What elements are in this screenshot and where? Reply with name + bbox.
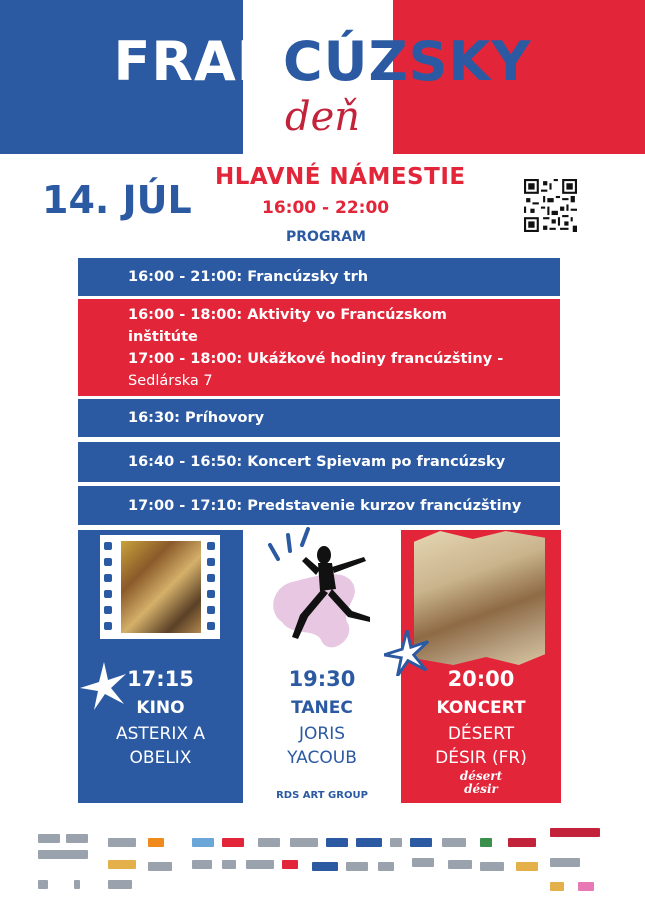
- partner-logo: [550, 828, 600, 837]
- panel-category: KINO: [136, 698, 185, 718]
- film-hole: [104, 558, 112, 566]
- panel-time: 19:30: [288, 667, 356, 691]
- partner-logo: [222, 838, 244, 847]
- film-hole: [104, 574, 112, 582]
- program-row-text: 17:00 - 18:00: Ukážkové hodiny francúzštiny -: [128, 350, 504, 367]
- partner-logo: [550, 882, 564, 891]
- panel-name-line: JORIS: [298, 724, 345, 744]
- partner-logo: [108, 880, 132, 889]
- partner-logo: [578, 882, 594, 891]
- partner-logo: [192, 860, 212, 869]
- partner-logo: [346, 862, 368, 871]
- partner-logo: [222, 860, 236, 869]
- concert-photo: [414, 531, 545, 665]
- dancer-illustration: [262, 527, 380, 657]
- qr-code-icon[interactable]: [524, 179, 577, 232]
- partner-logo: [246, 860, 274, 869]
- partner-logo: [148, 862, 172, 871]
- program-row-text: 16:30: Príhovory: [128, 410, 265, 426]
- program-row-text: 17:00 - 17:10: Predstavenie kurzov francúzštiny: [128, 497, 522, 514]
- partner-logo: [550, 858, 580, 867]
- film-hole: [207, 622, 215, 630]
- partner-logo: [148, 838, 164, 847]
- partner-logo: [448, 860, 472, 869]
- panel-name-line: DÉSERT: [447, 724, 515, 744]
- film-hole: [104, 590, 112, 598]
- film-hole: [207, 590, 215, 598]
- program-row-1: [78, 258, 560, 296]
- film-hole: [207, 574, 215, 582]
- program-row-text: 16:40 - 16:50: Koncert Spievam po francúzsky: [128, 454, 506, 470]
- partner-logo: [108, 838, 136, 847]
- panel-time: 20:00: [447, 667, 515, 691]
- partner-logo: [282, 860, 298, 869]
- partner-logo: [38, 834, 60, 843]
- partner-logo: [480, 838, 492, 847]
- program-row-text: Sedlárska 7: [128, 372, 213, 389]
- poster-title: [0, 30, 645, 93]
- panel-time: 17:15: [127, 667, 194, 691]
- partner-logo: [412, 858, 434, 867]
- partner-logo: [108, 860, 136, 869]
- partner-logo: [66, 834, 88, 843]
- panel-name-line: YACOUB: [287, 748, 357, 768]
- film-hole: [207, 606, 215, 614]
- partner-logo: [390, 838, 402, 847]
- program-label: PROGRAM: [286, 229, 366, 245]
- panel-category: KONCERT: [436, 698, 526, 718]
- program-row-text: 16:00 - 18:00: Aktivity vo Francúzskom: [128, 306, 447, 323]
- partner-logo: [74, 880, 80, 889]
- partner-logo: [258, 838, 280, 847]
- panel-credit: RDS ART GROUP: [276, 790, 368, 801]
- cinema-photo: [121, 541, 201, 633]
- program-row-3: [78, 399, 560, 437]
- panel-name: [243, 722, 401, 770]
- partner-logo: [516, 862, 538, 871]
- title-part-2: CÚZSKY: [282, 30, 532, 93]
- partner-logo: [326, 838, 348, 847]
- film-hole: [207, 542, 215, 550]
- event-date: 14. JÚL: [42, 178, 192, 222]
- event-time: 16:00 - 22:00: [262, 198, 390, 218]
- event-place: HLAVNÉ NÁMESTIE: [215, 164, 466, 190]
- film-hole: [104, 606, 112, 614]
- poster-subtitle: deň: [284, 94, 361, 140]
- partner-logo: [38, 850, 88, 859]
- program-row-text: 16:00 - 21:00: Francúzsky trh: [128, 269, 369, 285]
- partner-logo: [290, 838, 318, 847]
- partner-logo: [442, 838, 466, 847]
- partner-logo: [508, 838, 536, 847]
- panel-name-line: DÉSIR (FR): [435, 748, 527, 768]
- title-part-1: FRAN: [113, 30, 283, 93]
- panel-category: TANEC: [291, 698, 353, 718]
- film-hole: [104, 542, 112, 550]
- partner-logo: [378, 862, 394, 871]
- partner-logo: [356, 838, 382, 847]
- partner-logo: [480, 862, 504, 871]
- program-row-4: [78, 442, 560, 482]
- program-row-5: [78, 486, 560, 525]
- panel-name-line: ASTERIX A: [115, 724, 206, 744]
- panel-name: [401, 722, 561, 770]
- program-row-2: [78, 299, 560, 396]
- panel-name: [78, 722, 243, 770]
- partner-logo: [410, 838, 432, 847]
- partner-logo: [38, 880, 48, 889]
- panel-name-line: OBELIX: [129, 748, 192, 768]
- band-logo: désert désir: [459, 769, 503, 796]
- film-hole: [104, 622, 112, 630]
- partner-logo: [312, 862, 338, 871]
- partner-logo: [192, 838, 214, 847]
- partners-footer: [0, 810, 645, 902]
- film-hole: [207, 558, 215, 566]
- program-row-text: inštitúte: [128, 328, 198, 345]
